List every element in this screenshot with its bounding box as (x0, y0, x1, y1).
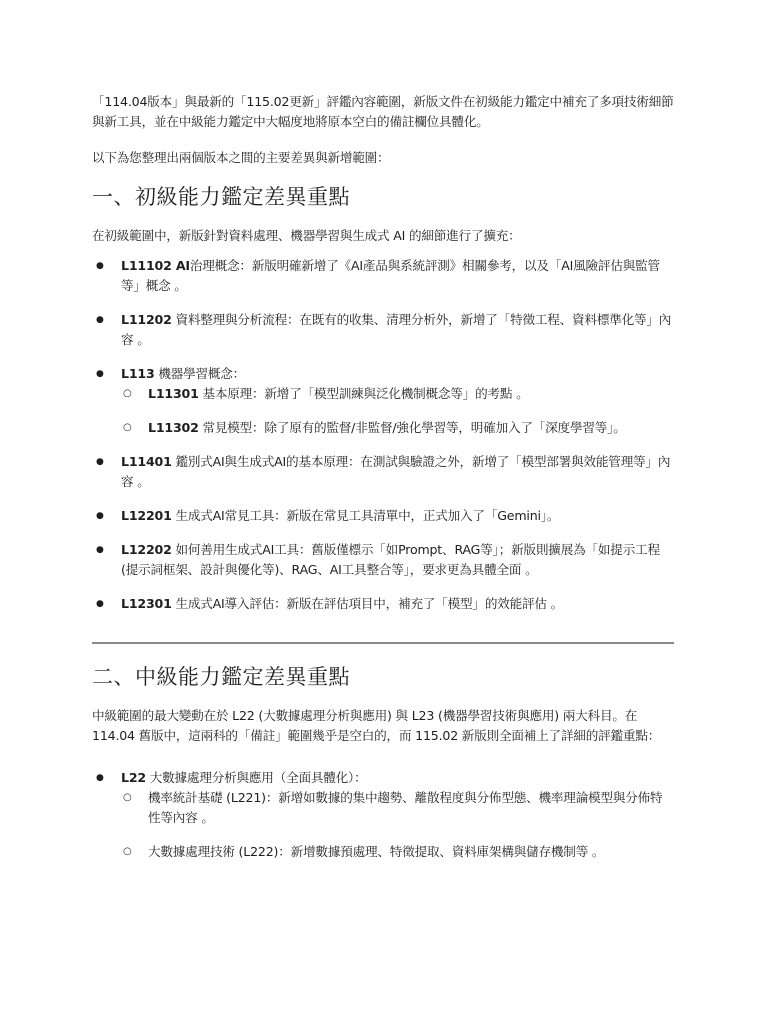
item-code: L11202 (121, 312, 172, 327)
list-item (92, 256, 674, 296)
sub-list (121, 384, 674, 438)
document-page (92, 92, 674, 876)
item-text: 如何善用生成式AI工具：舊版僅標示「如Prompt、RAG等」；新版則擴展為「如提示工程(提示詞框架、設計與優化等)、RAG、AI工具整合等」，要求更為具體全面 。 (121, 542, 660, 577)
item-text: 資料整理與分析流程：在既有的收集、清理分析外，新增了「特徵工程、資料標準化等」內容 。 (121, 312, 672, 347)
section-lead-intermediate: 中級範圍的最大變動在於 L22 (大數據處理分析與應用) 與 L23 (機器學習技術與應用) 兩大科目。在 114.04 舊版中，這兩科的「備註」範圍幾乎是空白的，而 115.02 新版則全面補上了詳細的評鑑重點： (92, 708, 661, 743)
list-item (92, 540, 674, 580)
intro-summary-line: 以下為您整理出兩個版本之間的主要差異與新增範圍： (92, 150, 390, 165)
item-code: L11401 (121, 454, 172, 469)
item-text: 常見模型：除了原有的監督/非監督/強化學習等，明確加入了「深度學習等」。 (198, 420, 626, 435)
item-text: 機器學習概念： (154, 366, 246, 381)
section-divider (92, 642, 674, 644)
item-code: L12201 (121, 508, 172, 523)
item-text: 生成式AI導入評估：新版在評估項目中，補充了「模型」的效能評估 。 (171, 596, 563, 611)
item-text: 基本原理：新增了「模型訓練與泛化機制概念等」的考點 。 (198, 386, 529, 401)
item-text: 機率統計基礎 (L221)：新增如數據的集中趨勢、離散程度與分佈型態、機率理論模型與分佈特性等內容 。 (148, 790, 663, 825)
list-item (92, 594, 674, 614)
intro-paragraph: 「114.04版本」與最新的「115.02更新」評鑑內容範圍，新版文件在初級能力鑑定中補充了多項技術細節與新工具，並在中級能力鑑定中大幅度地將原本空白的備註欄位具體化。 (92, 94, 674, 129)
section-heading-intermediate: 二、中級能力鑑定差異重點 (92, 665, 350, 689)
item-text: 生成式AI常見工具：新版在常見工具清單中，正式加入了「Gemini」。 (171, 508, 560, 523)
item-text: 大數據處理分析與應用（全面具體化）： (145, 770, 367, 785)
list-item (92, 364, 674, 438)
list-item (92, 506, 674, 526)
item-code: L12202 (121, 542, 172, 557)
list-item (92, 310, 674, 350)
sub-list-item (121, 384, 674, 404)
item-text: 鑑別式AI與生成式AI的基本原理：在測試與驗證之外，新增了「模型部署與效能管理等」內容 。 (121, 454, 671, 489)
list-item (92, 452, 674, 492)
item-code: L11302 (148, 420, 199, 435)
item-text: 治理概念：新版明確新增了《AI產品與系統評測》相關參考，以及「AI風險評估與監管等」概念 。 (121, 258, 660, 293)
intermediate-diff-list (92, 768, 674, 862)
section-heading-basic: 一、初級能力鑑定差異重點 (92, 185, 350, 209)
item-code: L12301 (121, 596, 172, 611)
section-lead-basic: 在初級範圍中，新版針對資料處理、機器學習與生成式 AI 的細節進行了擴充： (92, 228, 521, 243)
item-text: 大數據處理技術 (L222)：新增數據預處理、特徵提取、資料庫架構與儲存機制等 。 (148, 844, 605, 859)
sub-list (121, 788, 674, 862)
item-code: L113 (121, 366, 155, 381)
sub-list-item (121, 788, 674, 828)
basic-diff-list (92, 256, 674, 614)
item-code: L22 (121, 770, 146, 785)
sub-list-item (121, 418, 674, 438)
sub-list-item (121, 842, 674, 862)
item-code: L11301 (148, 386, 199, 401)
item-code: L11102 AI (121, 258, 190, 273)
list-item (92, 768, 674, 862)
